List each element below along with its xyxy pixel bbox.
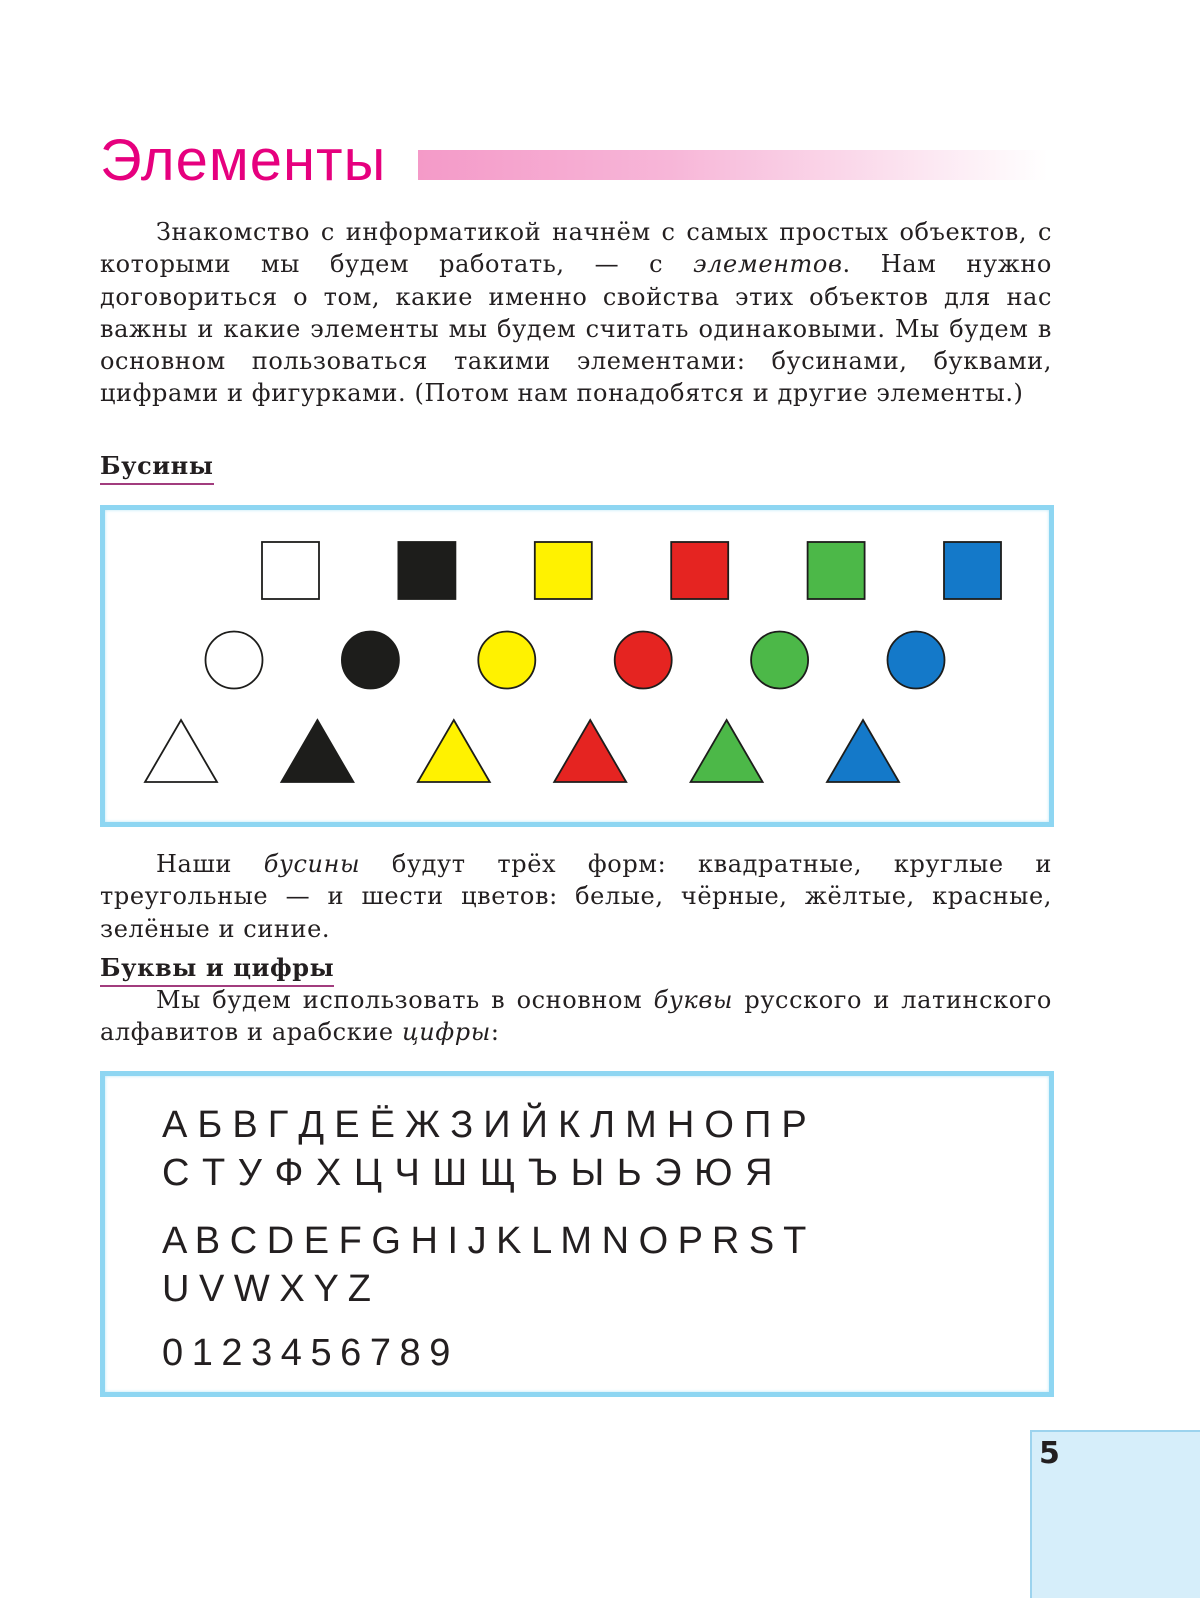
page-number: 5 [1039,1436,1060,1471]
green-square-bead [808,542,865,599]
beads-paragraph [100,848,1052,945]
cyrillic-line-1: А Б В Г Д Е Ё Ж З И Й К Л М Н О П Р [162,1104,807,1146]
black-square-bead [398,542,455,599]
beads-frame [100,505,1054,827]
green-circle-bead [751,632,808,689]
yellow-square-bead [535,542,592,599]
alphabet-frame [100,1071,1054,1397]
blue-circle-bead [888,632,945,689]
beads-squares-row [262,542,1001,599]
blue-triangle-bead [827,720,899,782]
letters-text-1: Мы будем использовать в основном [156,986,654,1014]
intro-paragraph [100,216,1052,410]
title-decoration-bar [418,150,1048,180]
latin-line-2: U V W X Y Z [162,1268,371,1310]
yellow-circle-bead [478,632,535,689]
intro-text-2: . Нам нужно договориться о том, какие именно свойства этих объектов для нас важны и какие элементы мы будем считать одинаковыми. Мы будем в основном пользоваться такими элементами: бусинами, буквами, цифрами и фигурками. (Потом нам понадобятся и другие элементы.) [100,250,1052,408]
intro-text-1: Знакомство с информатикой начнём с самых простых объектов, с которыми мы будем работать, — с [100,218,1052,279]
beads-text-2: будут трёх форм: квадратные, круглые и треугольные — и шести цветов: белые, чёрные, жёлтые, красные, зелёные и синие. [100,850,1052,943]
digits-line: 0 1 2 3 4 5 6 7 8 9 [162,1332,451,1374]
beads-triangles-row [145,720,899,782]
blue-square-bead [944,542,1001,599]
letters-heading: Буквы и цифры [100,953,334,987]
white-circle-bead [206,632,263,689]
title-row [100,128,1050,198]
black-triangle-bead [281,720,353,782]
beads-circles-row [206,632,945,689]
beads-text-1: Наши [156,850,264,878]
white-square-bead [262,542,319,599]
beads-heading: Бусины [100,451,214,485]
intro-emphasis: элементов [693,250,843,279]
letters-emphasis-1: буквы [653,986,734,1014]
red-circle-bead [615,632,672,689]
letters-emphasis-2: цифры [401,1018,491,1047]
red-triangle-bead [554,720,626,782]
letters-paragraph [100,984,1052,1049]
black-circle-bead [342,632,399,689]
red-square-bead [671,542,728,599]
latin-line-1: A B C D E F G H I J K L M N O P R S T [162,1220,807,1262]
white-triangle-bead [145,720,217,782]
letters-text-2: русского и латинского алфавитов и арабские [100,986,1052,1047]
letters-text-3: : [490,1018,500,1047]
beads-emphasis: бусины [263,850,361,878]
page-title: Элементы [100,128,387,193]
green-triangle-bead [691,720,763,782]
beads-illustration [105,510,1049,822]
yellow-triangle-bead [418,720,490,782]
cyrillic-line-2: С Т У Ф Х Ц Ч Ш Щ Ъ Ы Ь Э Ю Я [162,1152,773,1194]
